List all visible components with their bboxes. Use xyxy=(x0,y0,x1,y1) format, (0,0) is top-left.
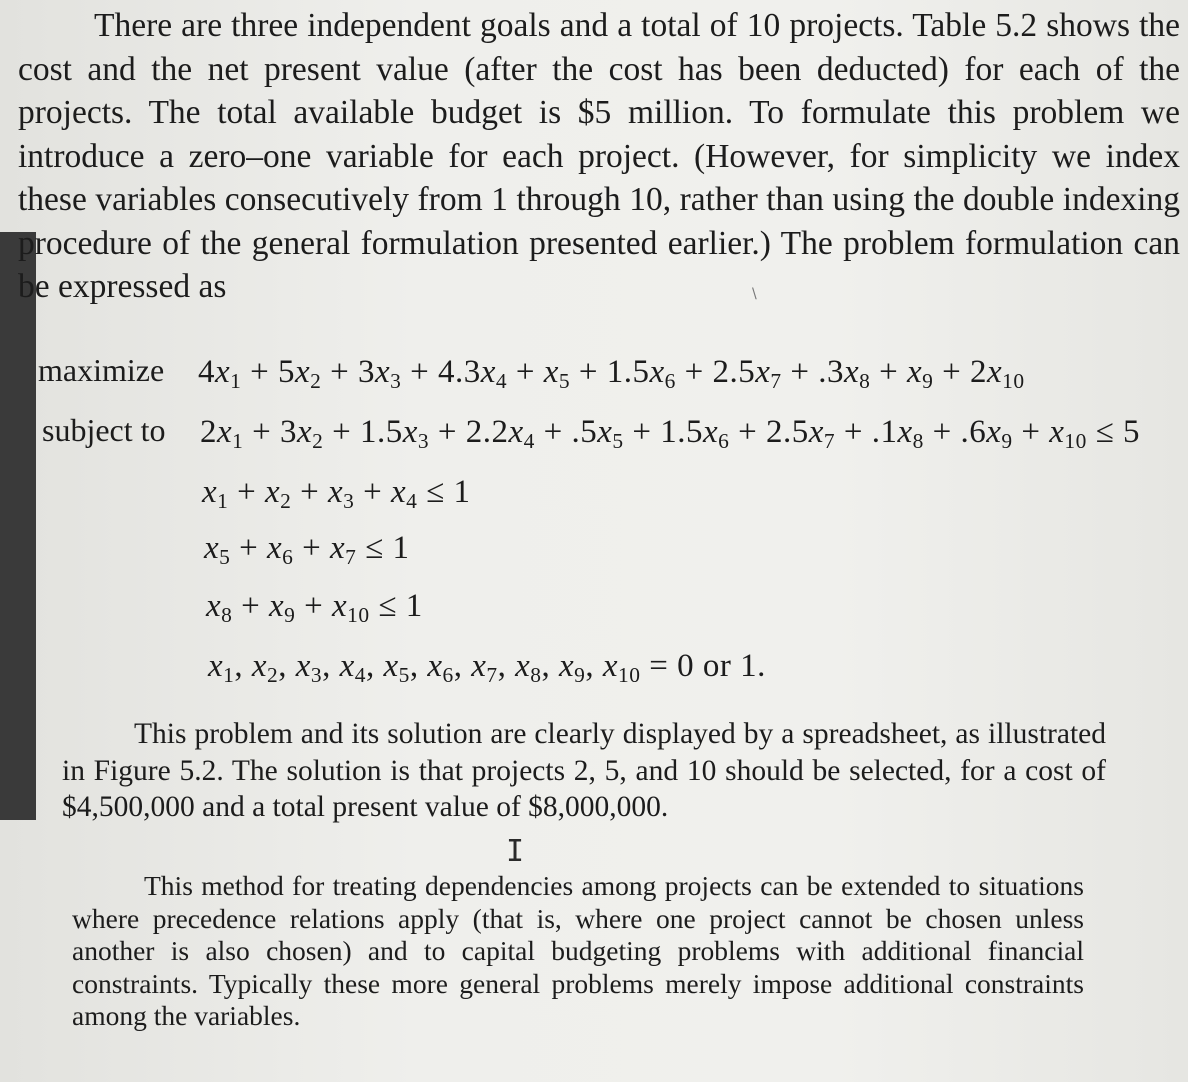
goal-1-constraint: $x_1 + x_2 + x_3 + x_4 \le 1$ xyxy=(202,474,471,513)
paragraph-intro-text: There are three independent goals and a total of 10 projects. Table 5.2 shows the cost and the net present value (after the cost has been deducted) for each of the projects. The total available budget is $5 million. To formulate this problem we introduce a zero–one variable for each project. (However, for simplicity we index these variables consecutively from 1 through 10, rather than using the double indexing procedure of the general formulation presented earlier.) The problem formulation can be expressed as xyxy=(18,7,1180,305)
stray-mark: \ xyxy=(752,286,757,302)
paragraph-extension xyxy=(72,870,1084,1033)
binary-constraint: $x_1$, $x_2$, $x_3$, $x_4$, $x_5$, $x_6$, $x_7$, $x_8$, $x_9$, $x_{10} = 0$ or 1. xyxy=(208,648,766,687)
subject-to-label: subject to xyxy=(42,412,166,448)
paragraph-solution-text: This problem and its solution are clearly displayed by a spreadsheet, as illustrated in Figure 5.2. The solution is that projects 2, 5, and 10 should be selected, for a cost of $4,500,000 and a total present value of $8,000,000. xyxy=(62,718,1106,823)
objective-function: $4x_1 + 5x_2 + 3x_3 + 4.3x_4 + x_5 + 1.5x_6 + 2.5x_7 + .3x_8 + x_9 + 2x_{10}$ xyxy=(198,354,1025,393)
paragraph-extension-text: This method for treating dependencies among projects can be extended to situations where precedence relations apply (that is, where one project cannot be chosen unless another is also chosen) and to capital budgeting problems with additional financial constraints. Typically these more general problems merely impose additional constraints among the variables. xyxy=(72,870,1084,1031)
goal-3-constraint: $x_8 + x_9 + x_{10} \le 1$ xyxy=(206,588,423,627)
text-cursor-icon: I xyxy=(506,834,525,869)
paragraph-solution xyxy=(62,716,1106,826)
goal-2-constraint: $x_5 + x_6 + x_7 \le 1$ xyxy=(204,530,410,569)
maximize-label: maximize xyxy=(38,352,165,388)
budget-constraint: $2x_1 + 3x_2 + 1.5x_3 + 2.2x_4 + .5x_5 + 1.5x_6 + 2.5x_7 + .1x_8 + .6x_9 + x_{10} \le 5$ xyxy=(200,414,1140,453)
